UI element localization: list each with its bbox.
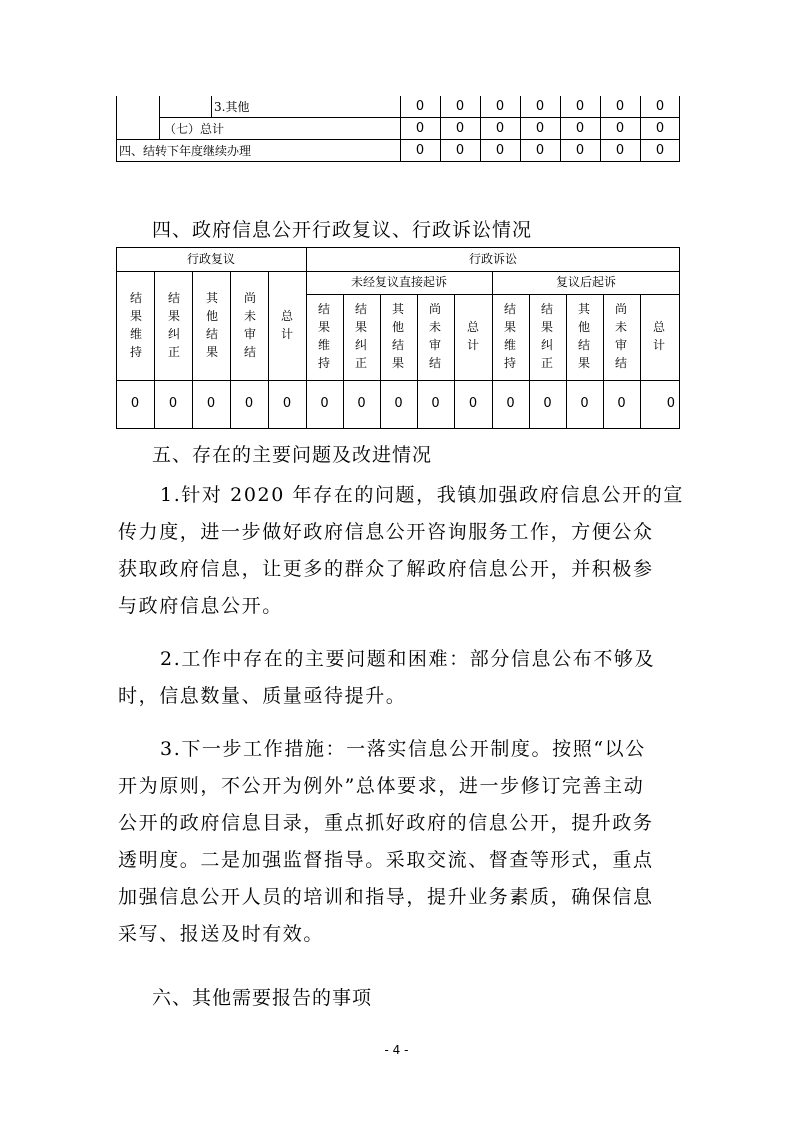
table-rule <box>640 96 641 162</box>
table-rule <box>400 96 401 162</box>
column-header: 总 计 <box>281 309 294 341</box>
table-cell: 0 <box>394 396 403 411</box>
column-header: 结 果 纠 正 <box>541 302 554 370</box>
paragraph-line: 获取政府信息，让更多的群众了解政府信息公开，并积极参 <box>118 558 654 580</box>
table-rule <box>560 96 561 162</box>
review-litigation-table <box>116 247 680 429</box>
paragraph-line: 3.下一步工作措施：一落实信息公开制度。按照“以公 <box>160 738 646 760</box>
paragraph-line: 时，信息数量、质量亟待提升。 <box>118 685 407 707</box>
table-cell: 0 <box>415 121 425 136</box>
row-label: （七）总计 <box>164 122 225 136</box>
paragraph-line: 传力度，进一步做好政府信息公开咨询服务工作，方便公众 <box>118 521 654 543</box>
column-header: 总 计 <box>653 320 666 352</box>
table-cell: 0 <box>415 143 425 158</box>
paragraph-line: 透明度。二是加强监督指导。采取交流、督查等形式，重点 <box>118 849 654 871</box>
table-cell: 0 <box>206 396 216 411</box>
table-cell: 0 <box>282 396 292 411</box>
table-border <box>116 247 680 248</box>
column-header: 尚 未 审 结 <box>244 291 257 359</box>
paragraph-line: 公开的政府信息目录，重点抓好政府的信息公开，提升政务 <box>118 812 654 834</box>
table-cell: 0 <box>615 143 625 158</box>
table-rule <box>159 96 160 140</box>
paragraph-2 <box>118 641 678 715</box>
table-cell: 0 <box>320 396 329 411</box>
table-cell: 0 <box>655 143 665 158</box>
section-heading: 六、其他需要报告的事项 <box>152 987 373 1009</box>
table-cell: 0 <box>244 396 254 411</box>
table-border <box>116 428 680 429</box>
paragraph-line: 与政府信息公开。 <box>118 595 283 617</box>
table-border <box>116 161 680 162</box>
column-header: 结 果 维 持 <box>504 302 517 370</box>
table-rule <box>116 380 680 381</box>
column-header: 结 果 维 持 <box>130 291 143 359</box>
table-cell: 0 <box>575 143 585 158</box>
table-cell: 0 <box>455 99 465 114</box>
table-cell: 0 <box>495 99 505 114</box>
page-number: - 4 - <box>384 1043 409 1057</box>
table-cell: 0 <box>468 396 478 411</box>
column-header: 结 果 纠 正 <box>355 302 368 370</box>
table-rule <box>440 96 441 162</box>
paragraph-line: 开为原则，不公开为例外”总体要求，进一步修订完善主动 <box>118 775 645 797</box>
table-cell: 0 <box>455 121 465 136</box>
table-rule <box>306 294 680 295</box>
column-header: 总 计 <box>467 320 480 352</box>
column-header: 其 他 结 果 <box>206 291 219 359</box>
paragraph-line: 1.针对 2020 年存在的问题，我镇加强政府信息公开的宣 <box>160 484 684 506</box>
paragraph-line: 2.工作中存在的主要问题和困难：部分信息公布不够及 <box>160 648 656 670</box>
table-cell: 0 <box>495 121 505 136</box>
table-rule <box>520 96 521 162</box>
paragraph-line: 加强信息公开人员的培训和指导，提升业务素质，确保信息 <box>118 886 654 908</box>
table-cell: 0 <box>495 143 505 158</box>
subgroup-header-direct: 未经复议直接起诉 <box>350 275 447 289</box>
row-label: 3.其他 <box>214 100 250 114</box>
column-header: 尚 未 审 结 <box>429 302 442 370</box>
column-header: 尚 未 审 结 <box>615 302 628 370</box>
table-cell: 0 <box>615 121 625 136</box>
table-rule <box>600 96 601 162</box>
table-border <box>679 96 680 162</box>
table-cell: 0 <box>666 396 675 411</box>
table-cell: 0 <box>535 121 545 136</box>
column-header: 其 他 结 果 <box>392 302 405 370</box>
table-cell: 0 <box>431 396 440 411</box>
table-cell: 0 <box>575 121 585 136</box>
subgroup-header-after: 复议后起诉 <box>555 275 616 289</box>
section-heading: 五、存在的主要问题及改进情况 <box>152 444 433 466</box>
column-header: 其 他 结 果 <box>578 302 591 370</box>
table-cell: 0 <box>415 99 425 114</box>
table-cell: 0 <box>506 396 515 411</box>
paragraph-line: 采写、报送及时有效。 <box>118 923 325 945</box>
section-heading: 四、政府信息公开行政复议、行政诉讼情况 <box>152 219 533 241</box>
group-header-review: 行政复议 <box>186 252 235 266</box>
table-cell: 0 <box>357 396 366 411</box>
table-cell: 0 <box>535 143 545 158</box>
table-cell: 0 <box>655 99 665 114</box>
table-cell: 0 <box>168 396 178 411</box>
table-cell: 0 <box>580 396 589 411</box>
table-cell: 0 <box>615 99 625 114</box>
column-header: 结 果 纠 正 <box>168 291 181 359</box>
paragraph-1 <box>118 477 684 625</box>
table-cell: 0 <box>130 396 140 411</box>
table-cell: 0 <box>575 99 585 114</box>
table-rule <box>159 117 680 118</box>
table-cell: 0 <box>535 99 545 114</box>
group-header-litigation: 行政诉讼 <box>468 252 517 266</box>
table-cell: 0 <box>617 396 626 411</box>
table-border <box>116 96 117 162</box>
results-table-continued <box>116 96 680 162</box>
table-rule <box>116 139 680 140</box>
paragraph-3 <box>118 731 678 953</box>
table-cell: 0 <box>543 396 552 411</box>
table-cell: 0 <box>655 121 665 136</box>
column-header: 结 果 维 持 <box>318 302 331 370</box>
table-cell: 0 <box>455 143 465 158</box>
row-label: 四、结转下年度继续办理 <box>119 144 252 158</box>
table-rule <box>480 96 481 162</box>
table-rule <box>211 96 212 118</box>
